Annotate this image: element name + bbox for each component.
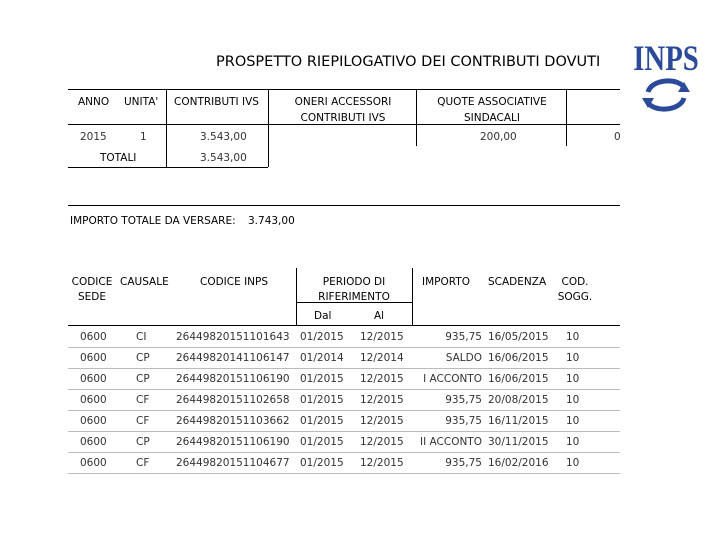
cell-al: 12/2015 (360, 373, 404, 385)
header-codice-sede-line1: CODICE (71, 276, 113, 288)
summary-top-rule (68, 89, 620, 90)
cell-causale: CF (136, 394, 150, 406)
header-codice-sede-line2: SEDE (77, 291, 107, 303)
cell-codice: 26449820151102658 (176, 394, 290, 406)
cell-dal: 01/2015 (300, 394, 344, 406)
row-rule (68, 347, 620, 348)
cell-dal: 01/2015 (300, 415, 344, 427)
detail-header-rule (68, 325, 620, 326)
cell-dal: 01/2015 (300, 457, 344, 469)
cell-importo: SALDO (445, 352, 482, 364)
cell-codice: 26449820151106190 (176, 436, 290, 448)
header-cod-sogg (552, 276, 598, 304)
cell-scadenza: 16/05/2015 (488, 331, 549, 343)
summary-bottom-rule (68, 167, 268, 168)
cell-sede: 0600 (80, 394, 107, 406)
cell-codice: 26449820151101643 (176, 331, 290, 343)
inps-logo-graphic (634, 30, 698, 118)
cell-dal: 01/2014 (300, 352, 344, 364)
cell-cod: 10 (566, 394, 580, 406)
row-rule (68, 473, 620, 474)
cell-importo: I ACCONTO (423, 373, 482, 385)
header-oneri-line2: CONTRIBUTI IVS (300, 112, 386, 124)
row-rule (68, 410, 620, 411)
cell-causale: CI (136, 331, 147, 343)
header-quote-line2: SINDACALI (464, 112, 520, 124)
importo-totale-value: 3.743,00 (248, 215, 295, 227)
cell-cod: 10 (566, 415, 580, 427)
cell-causale: CF (136, 457, 150, 469)
cell-al: 12/2015 (360, 415, 404, 427)
summary-last-col: 0 (614, 131, 621, 143)
cell-sede: 0600 (80, 415, 107, 427)
cell-al: 12/2015 (360, 436, 404, 448)
cell-causale: CP (136, 436, 150, 448)
row-rule (68, 389, 620, 390)
cell-sede: 0600 (80, 436, 107, 448)
header-periodo-line2: RIFERIMENTO (318, 291, 390, 303)
cell-cod: 10 (566, 457, 580, 469)
totals-ivs: 3.543,00 (200, 152, 247, 164)
cell-codice: 26449820141106147 (176, 352, 290, 364)
cell-scadenza: 16/06/2015 (488, 352, 549, 364)
cell-dal: 01/2015 (300, 436, 344, 448)
importo-totale-label: IMPORTO TOTALE DA VERSARE: (70, 215, 236, 227)
cell-dal: 01/2015 (300, 331, 344, 343)
header-codice-sede (68, 276, 116, 304)
header-cod-line2: SOGG. (557, 291, 593, 303)
header-periodo-line1: PERIODO DI (322, 276, 386, 288)
cell-importo: 935,75 (445, 457, 482, 469)
cell-codice: 26449820151106190 (176, 373, 290, 385)
cell-causale: CF (136, 415, 150, 427)
cell-cod: 10 (566, 373, 580, 385)
row-rule (68, 368, 620, 369)
header-scadenza: SCADENZA (488, 276, 547, 288)
cell-importo: 935,75 (445, 394, 482, 406)
cell-cod: 10 (566, 352, 580, 364)
header-quote (418, 96, 566, 125)
header-cod-line1: COD. (561, 276, 589, 288)
summary-col-divider (566, 89, 567, 146)
cell-causale: CP (136, 352, 150, 364)
cell-importo: 935,75 (445, 415, 482, 427)
header-periodo (296, 276, 412, 304)
summary-quote: 200,00 (480, 131, 517, 143)
cell-scadenza: 16/06/2015 (488, 373, 549, 385)
summary-col-divider (268, 89, 269, 167)
header-oneri (270, 96, 416, 125)
cell-sede: 0600 (80, 331, 107, 343)
cell-sede: 0600 (80, 373, 107, 385)
importo-rule (68, 205, 620, 206)
row-rule (68, 431, 620, 432)
page-title: PROSPETTO RIEPILOGATIVO DEI CONTRIBUTI DOVUTI (216, 54, 601, 70)
summary-anno: 2015 (80, 131, 107, 143)
header-unita: UNITA' (124, 96, 159, 108)
cell-scadenza: 30/11/2015 (488, 436, 549, 448)
cell-causale: CP (136, 373, 150, 385)
summary-col-divider (416, 89, 417, 146)
cell-al: 12/2015 (360, 331, 404, 343)
cell-codice: 26449820151103662 (176, 415, 290, 427)
totals-label: TOTALI (100, 152, 137, 164)
cell-sede: 0600 (80, 352, 107, 364)
cell-scadenza: 16/02/2016 (488, 457, 549, 469)
row-rule (68, 452, 620, 453)
svg-text:INPS: INPS (634, 39, 698, 79)
cell-al: 12/2015 (360, 394, 404, 406)
header-oneri-line1: ONERI ACCESSORI (294, 96, 392, 108)
cell-cod: 10 (566, 436, 580, 448)
cell-al: 12/2015 (360, 457, 404, 469)
cell-importo: II ACCONTO (420, 436, 482, 448)
summary-col-divider (166, 89, 167, 167)
header-importo: IMPORTO (422, 276, 470, 288)
detail-col-divider (412, 268, 413, 326)
header-anno: ANNO (78, 96, 110, 108)
summary-unita: 1 (140, 131, 147, 143)
cell-scadenza: 16/11/2015 (488, 415, 549, 427)
cell-sede: 0600 (80, 457, 107, 469)
header-dal: Dal (314, 310, 332, 322)
inps-logo (634, 30, 698, 118)
cell-codice: 26449820151104677 (176, 457, 290, 469)
summary-ivs: 3.543,00 (200, 131, 247, 143)
header-causale: CAUSALE (120, 276, 169, 288)
cell-al: 12/2014 (360, 352, 404, 364)
cell-cod: 10 (566, 331, 580, 343)
cell-dal: 01/2015 (300, 373, 344, 385)
cell-scadenza: 20/08/2015 (488, 394, 549, 406)
cell-importo: 935,75 (445, 331, 482, 343)
header-al: Al (374, 310, 385, 322)
header-codice-inps: CODICE INPS (200, 276, 269, 288)
header-contributi-ivs: CONTRIBUTI IVS (174, 96, 259, 108)
header-quote-line1: QUOTE ASSOCIATIVE (437, 96, 547, 108)
